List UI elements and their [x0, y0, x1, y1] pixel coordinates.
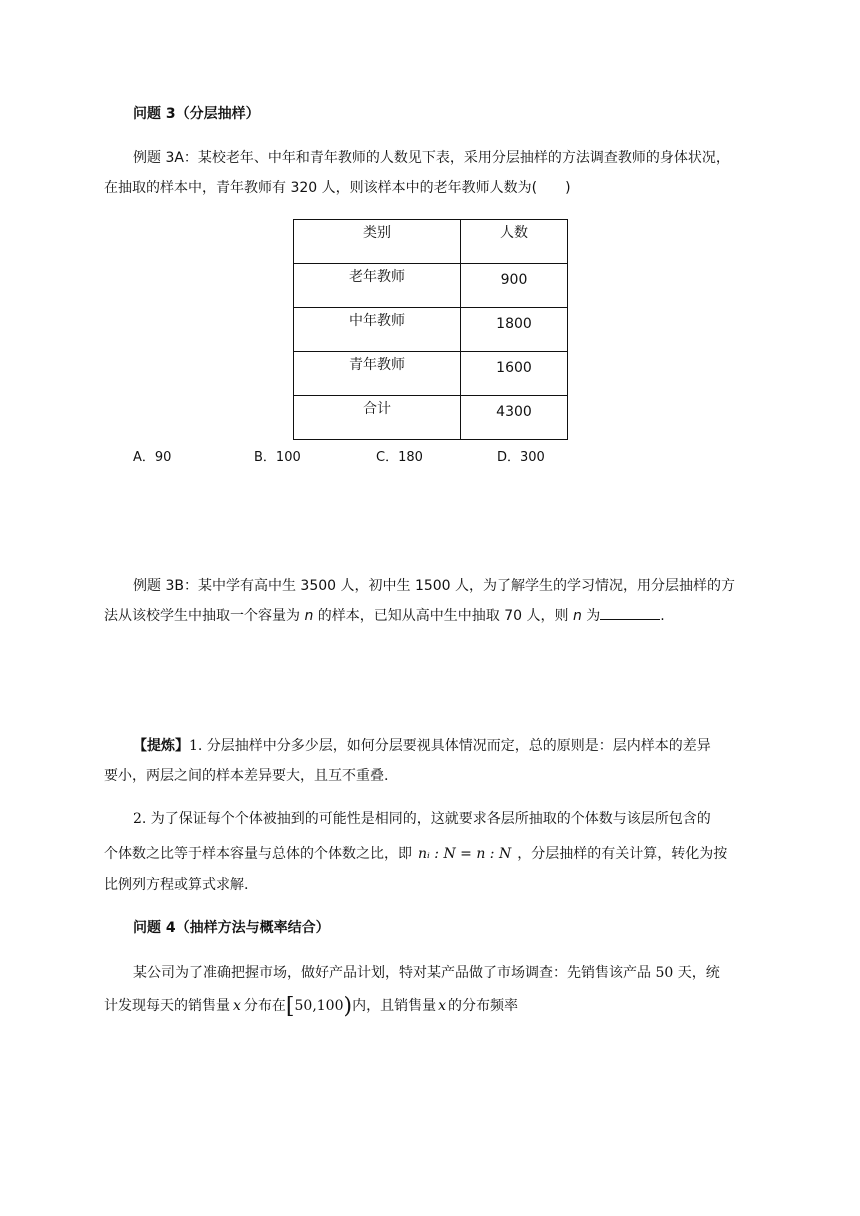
- interval-50-100: [50,100): [285, 994, 353, 1019]
- summary-text: 个体数之比等于样本容量与总体的个体数之比，即: [104, 846, 412, 862]
- table-row: [294, 396, 568, 440]
- table-row: [294, 352, 568, 396]
- summary-paragraph-2-line-2: [104, 843, 727, 863]
- table-cell-category: 中年教师: [294, 308, 461, 352]
- question-4-text: 的分布频率: [448, 998, 518, 1014]
- table-cell-count: 900: [461, 264, 568, 308]
- example-3b-text: 为: [581, 608, 601, 624]
- table-header-category: 类别: [294, 220, 461, 264]
- question-4-text: 内，且销售量: [352, 998, 437, 1014]
- table-row: [294, 264, 568, 308]
- question-4-heading: 问题 4（抽样方法与概率结合）: [133, 920, 330, 936]
- table-cell-count: 1600: [461, 352, 568, 396]
- summary-paragraph-2-line-3: 比例列方程或算式求解.: [104, 877, 249, 893]
- question-4-text: 计发现每天的销售量: [104, 998, 230, 1014]
- summary-label: 【提炼】: [133, 738, 189, 754]
- table-cell-category: 合计: [294, 396, 461, 440]
- example-3a-line-1: 例题 3A：某校老年、中年和青年教师的人数见下表，采用分层抽样的方法调查教师的身体状况，: [133, 150, 730, 166]
- summary-text: ，分层抽样的有关计算，转化为按: [517, 846, 728, 862]
- question-4-line-2: [104, 994, 518, 1019]
- summary-text: 1. 分层抽样中分多少层，如何分层要视具体情况而定，总的原则是：层内样本的差异: [189, 738, 711, 754]
- question-3-heading: 问题 3（分层抽样）: [133, 106, 260, 122]
- answer-blank: [600, 607, 660, 620]
- ratio-formula: nᵢ : N = n : N: [418, 846, 512, 862]
- choice-c: C．180: [376, 450, 423, 465]
- example-3b-end: .: [660, 608, 665, 624]
- table-cell-count: 1800: [461, 308, 568, 352]
- table-cell-category: 老年教师: [294, 264, 461, 308]
- table-cell-category: 青年教师: [294, 352, 461, 396]
- table-cell-count: 4300: [461, 396, 568, 440]
- example-3b-text: 法从该校学生中抽取一个容量为: [104, 608, 305, 624]
- table-header-row: [294, 220, 568, 264]
- summary-paragraph-1-line-2: 要小，两层之间的样本差异要大，且互不重叠.: [104, 768, 389, 784]
- teacher-count-table: [293, 219, 568, 440]
- summary-paragraph-2-line-1: 2. 为了保证每个个体被抽到的可能性是相同的，这就要求各层所抽取的个体数与该层所包含的: [133, 811, 711, 827]
- table-row: [294, 308, 568, 352]
- example-3b-line-2: [104, 605, 665, 625]
- table-header-count: 人数: [461, 220, 568, 264]
- question-4-text: 分布在: [243, 998, 286, 1014]
- variable-x: x: [438, 998, 446, 1014]
- example-3a-line-2: 在抽取的样本中，青年教师有 320 人，则该样本中的老年教师人数为( ): [104, 180, 571, 196]
- variable-n: n: [572, 608, 582, 624]
- question-4-line-1: 某公司为了准确把握市场，做好产品计划，特对某产品做了市场调查：先销售该产品 50 天，统: [133, 965, 720, 981]
- variable-x: x: [233, 998, 241, 1014]
- example-3b-line-1: 例题 3B：某中学有高中生 3500 人，初中生 1500 人，为了解学生的学习情况，用分层抽样的方: [133, 578, 736, 594]
- choice-b: B．100: [254, 450, 301, 465]
- variable-n: n: [304, 608, 314, 624]
- choice-a: A．90: [133, 450, 172, 465]
- choice-d: D．300: [497, 450, 545, 465]
- example-3b-text: 的样本，已知从高中生中抽取 70 人，则: [313, 608, 573, 624]
- summary-paragraph-1-line-1: [133, 735, 711, 755]
